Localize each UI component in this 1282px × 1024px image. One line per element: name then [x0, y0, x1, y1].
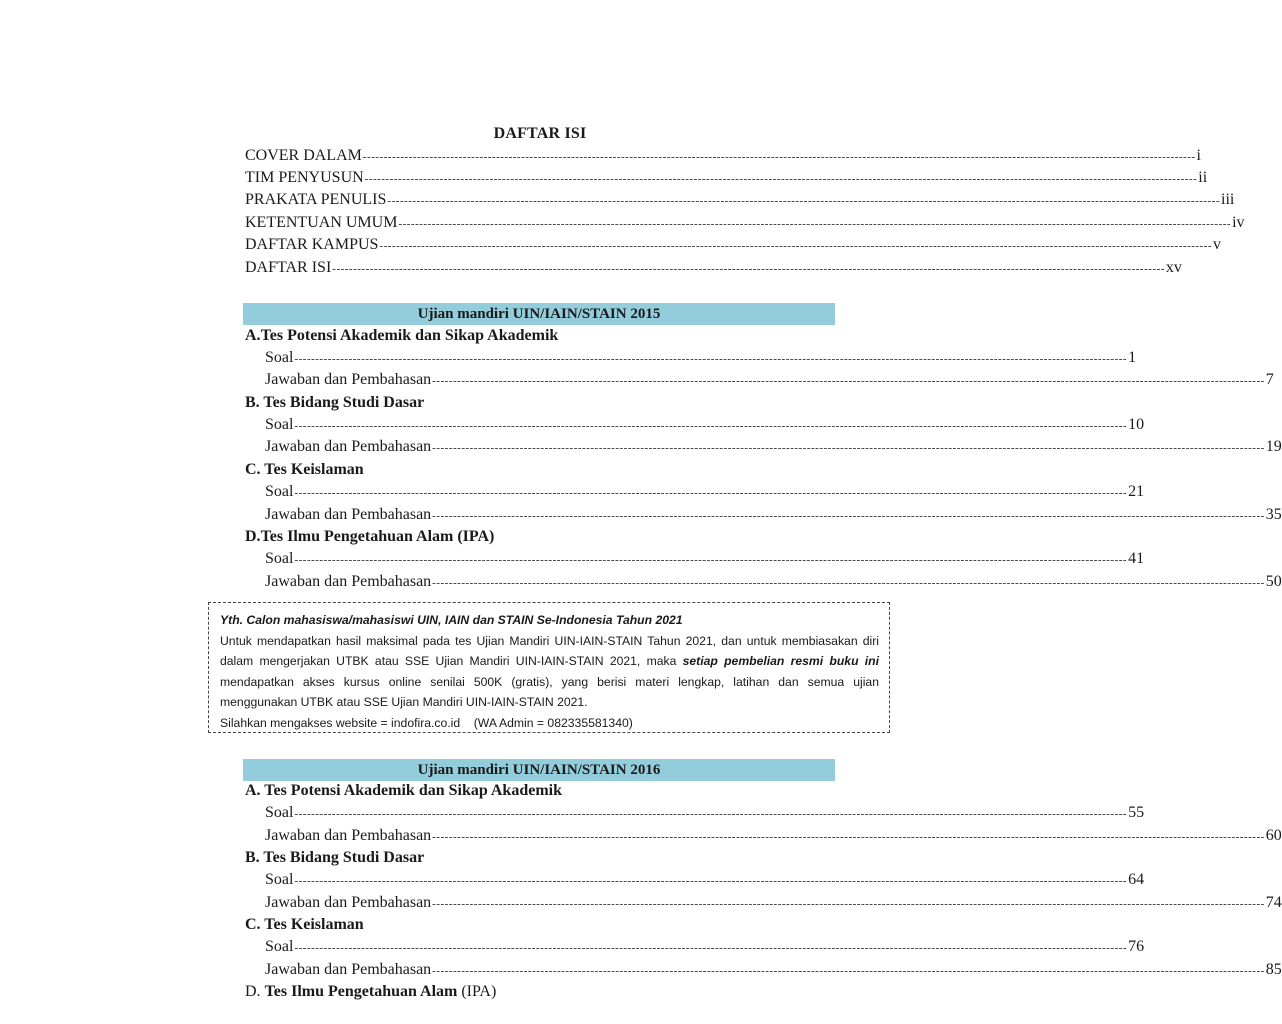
- category-name: Tes Keislaman: [264, 916, 364, 933]
- notice-body-text-end: mendapatkan akses kursus online senilai 500K (gratis), yang berisi materi lengkap, latihan dan semua ujian menggunakan UTBK atau SSE Ujian Mandiri UIN-IAIN-STAIN 2021.: [220, 674, 879, 710]
- toc-entry-soal[interactable]: [265, 483, 1145, 505]
- leader-dots: --------------------------------------------------------------------------------------------------------------------------------------------------------------------------------------------------------: [432, 965, 1265, 977]
- category-letter: D.: [245, 528, 261, 545]
- toc-entry-label: COVER DALAM: [245, 147, 362, 164]
- category-letter: A.: [245, 782, 265, 799]
- toc-entry-jawaban[interactable]: [265, 573, 1282, 595]
- leader-dots: --------------------------------------------------------------------------------------------------------------------------------------------------------------------------------------------------------: [432, 510, 1265, 522]
- toc-entry-ketentuan-umum[interactable]: [245, 214, 1245, 236]
- leader-dots: --------------------------------------------------------------------------------------------------------------------------------------------------------------------------------------------------------: [432, 442, 1265, 454]
- toc-entry-page: 60: [1265, 827, 1282, 844]
- toc-entry-page: 55: [1128, 804, 1145, 821]
- toc-entry-label: Jawaban dan Pembahasan: [265, 961, 432, 978]
- toc-entry-label: TIM PENYUSUN: [245, 169, 364, 186]
- leader-dots: --------------------------------------------------------------------------------------------------------------------------------------------------------------------------------------------------------: [294, 420, 1128, 432]
- leader-dots: --------------------------------------------------------------------------------------------------------------------------------------------------------------------------------------------------------: [364, 173, 1198, 185]
- toc-entry-page: 21: [1128, 483, 1145, 500]
- toc-entry-page: 76: [1128, 938, 1145, 955]
- category-letter: A.: [245, 327, 261, 344]
- toc-entry-label: Soal: [265, 804, 294, 821]
- leader-dots: --------------------------------------------------------------------------------------------------------------------------------------------------------------------------------------------------------: [432, 375, 1265, 387]
- toc-entry-label: Soal: [265, 483, 294, 500]
- leader-dots: --------------------------------------------------------------------------------------------------------------------------------------------------------------------------------------------------------: [432, 898, 1265, 910]
- toc-entry-jawaban[interactable]: [265, 827, 1282, 849]
- category-name: Tes Potensi Akademik dan Sikap Akademik: [260, 327, 559, 344]
- category-heading: [245, 394, 424, 412]
- toc-entry-label: Soal: [265, 938, 294, 955]
- toc-title: DAFTAR ISI: [493, 125, 587, 142]
- toc-entry-label: PRAKATA PENULIS: [245, 191, 387, 208]
- toc-entry-label: Jawaban dan Pembahasan: [265, 573, 432, 590]
- toc-entry-label: DAFTAR ISI: [245, 259, 332, 276]
- toc-entry-page: 10: [1128, 416, 1145, 433]
- leader-dots: --------------------------------------------------------------------------------------------------------------------------------------------------------------------------------------------------------: [432, 577, 1265, 589]
- section-heading-2016: Ujian mandiri UIN/IAIN/STAIN 2016: [243, 759, 835, 781]
- toc-entry-page: xv: [1165, 259, 1182, 276]
- toc-entry-label: Jawaban dan Pembahasan: [265, 894, 432, 911]
- toc-entry-label: Jawaban dan Pembahasan: [265, 371, 432, 388]
- toc-entry-label: Jawaban dan Pembahasan: [265, 438, 432, 455]
- leader-dots: --------------------------------------------------------------------------------------------------------------------------------------------------------------------------------------------------------: [387, 195, 1221, 207]
- leader-dots: --------------------------------------------------------------------------------------------------------------------------------------------------------------------------------------------------------: [332, 263, 1165, 275]
- toc-entry-daftar-isi[interactable]: [245, 259, 1182, 281]
- category-name: Tes Ilmu Pengetahuan Alam (IPA): [260, 528, 495, 545]
- toc-entry-label: Soal: [265, 871, 294, 888]
- notice-body-text: Untuk mendapatkan hasil maksimal pada tes Ujian Mandiri UIN-IAIN-STAIN Tahun 2021, dan untuk membiasakan diri dalam mengerjakan UTBK atau SSE Ujian Mandiri UIN-IAIN-STAIN 2021, maka: [220, 633, 879, 669]
- category-letter: C.: [245, 461, 261, 478]
- toc-entry-page: 19: [1265, 438, 1282, 455]
- toc-entry-label: Soal: [265, 416, 294, 433]
- toc-entry-soal[interactable]: [265, 804, 1145, 826]
- toc-entry-jawaban[interactable]: [265, 438, 1282, 460]
- toc-entry-page: ii: [1198, 169, 1208, 186]
- toc-entry-soal[interactable]: [265, 550, 1145, 572]
- promo-notice-box: [208, 602, 890, 733]
- category-heading: [245, 782, 562, 800]
- toc-entry-page: i: [1196, 147, 1201, 164]
- category-letter: C.: [245, 916, 261, 933]
- toc-entry-jawaban[interactable]: [265, 506, 1282, 528]
- website-link[interactable]: Silahkan mengakses website = indofira.co.id: [220, 715, 461, 730]
- leader-dots: --------------------------------------------------------------------------------------------------------------------------------------------------------------------------------------------------------: [432, 831, 1265, 843]
- toc-entry-soal[interactable]: [265, 938, 1145, 960]
- toc-entry-label: Jawaban dan Pembahasan: [265, 506, 432, 523]
- toc-entry-page: iv: [1232, 214, 1245, 231]
- category-heading: [245, 983, 496, 1001]
- leader-dots: --------------------------------------------------------------------------------------------------------------------------------------------------------------------------------------------------------: [294, 353, 1128, 365]
- toc-entry-page: 7: [1265, 371, 1274, 388]
- category-heading: [245, 916, 364, 934]
- toc-entry-soal[interactable]: [265, 871, 1145, 893]
- toc-entry-soal[interactable]: [265, 416, 1145, 438]
- toc-entry-page: 64: [1128, 871, 1145, 888]
- toc-entry-jawaban[interactable]: [265, 894, 1282, 916]
- category-heading: [245, 528, 494, 546]
- leader-dots: --------------------------------------------------------------------------------------------------------------------------------------------------------------------------------------------------------: [398, 218, 1232, 230]
- category-heading: [245, 327, 558, 345]
- leader-dots: --------------------------------------------------------------------------------------------------------------------------------------------------------------------------------------------------------: [294, 808, 1128, 820]
- category-letter: B.: [245, 394, 260, 411]
- category-name: Tes Ilmu Pengetahuan Alam: [264, 983, 458, 1000]
- leader-dots: --------------------------------------------------------------------------------------------------------------------------------------------------------------------------------------------------------: [362, 151, 1196, 163]
- toc-entry-jawaban[interactable]: [265, 371, 1274, 393]
- toc-entry-label: Jawaban dan Pembahasan: [265, 827, 432, 844]
- toc-entry-page: v: [1213, 236, 1222, 253]
- toc-entry-page: 50: [1265, 573, 1282, 590]
- category-heading: [245, 849, 424, 867]
- toc-entry-daftar-kampus[interactable]: [245, 236, 1222, 258]
- toc-entry-soal[interactable]: [265, 349, 1137, 371]
- toc-entry-cover-dalam[interactable]: [245, 147, 1201, 169]
- notice-contact: [220, 713, 879, 734]
- notice-heading: Yth. Calon mahasiswa/mahasiswi UIN, IAIN dan STAIN Se-Indonesia Tahun 2021: [220, 613, 683, 627]
- toc-entry-prakata-penulis[interactable]: [245, 191, 1235, 213]
- toc-entry-label: Soal: [265, 550, 294, 567]
- notice-body-emphasis: setiap pembelian resmi buku ini: [682, 654, 879, 669]
- category-name: Tes Keislaman: [264, 461, 364, 478]
- toc-entry-page: 85: [1265, 961, 1282, 978]
- category-letter: D.: [245, 983, 265, 1000]
- category-suffix: (IPA): [457, 983, 497, 1000]
- leader-dots: --------------------------------------------------------------------------------------------------------------------------------------------------------------------------------------------------------: [294, 875, 1128, 887]
- leader-dots: --------------------------------------------------------------------------------------------------------------------------------------------------------------------------------------------------------: [379, 240, 1213, 252]
- toc-entry-page: 74: [1265, 894, 1282, 911]
- category-name: Tes Potensi Akademik dan Sikap Akademik: [264, 782, 562, 799]
- toc-entry-tim-penyusun[interactable]: [245, 169, 1208, 191]
- leader-dots: --------------------------------------------------------------------------------------------------------------------------------------------------------------------------------------------------------: [294, 487, 1128, 499]
- toc-entry-page: 1: [1128, 349, 1137, 366]
- toc-entry-page: iii: [1221, 191, 1235, 208]
- leader-dots: --------------------------------------------------------------------------------------------------------------------------------------------------------------------------------------------------------: [294, 942, 1128, 954]
- category-name: Tes Bidang Studi Dasar: [263, 849, 425, 866]
- leader-dots: --------------------------------------------------------------------------------------------------------------------------------------------------------------------------------------------------------: [294, 554, 1128, 566]
- toc-entry-page: 41: [1128, 550, 1145, 567]
- toc-entry-label: KETENTUAN UMUM: [245, 214, 398, 231]
- category-heading: [245, 461, 364, 479]
- toc-entry-label: DAFTAR KAMPUS: [245, 236, 379, 253]
- section-heading-2015: Ujian mandiri UIN/IAIN/STAIN 2015: [243, 303, 835, 325]
- wa-admin-contact: (WA Admin = 082335581340): [473, 715, 633, 730]
- notice-body: [220, 631, 879, 713]
- toc-entry-page: 35: [1265, 506, 1282, 523]
- category-letter: B.: [245, 849, 260, 866]
- toc-entry-label: Soal: [265, 349, 294, 366]
- toc-entry-jawaban[interactable]: [265, 961, 1282, 983]
- category-name: Tes Bidang Studi Dasar: [263, 394, 425, 411]
